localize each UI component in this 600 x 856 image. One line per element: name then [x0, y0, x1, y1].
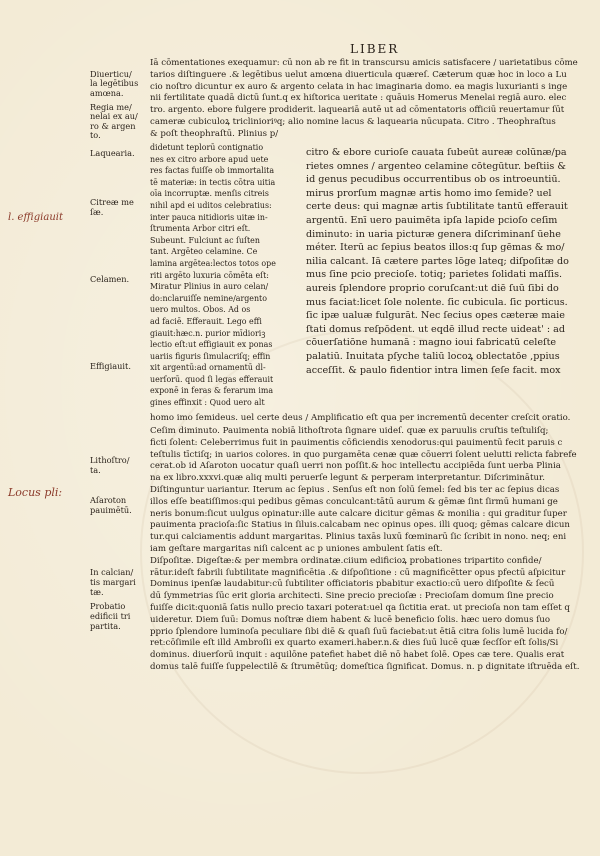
text-line: cio noſtro dicuntur ex auro & argento celata in hac imaginaria domo. ea magis luxurianti s inge	[150, 81, 568, 92]
text-line: uideretur. Diem ſuū: Domus noſtræ diem habent & lucē beneficio ſolis. hæc uero domus ſuo	[150, 614, 551, 625]
manuscript-note: l. effigiauit	[8, 212, 63, 223]
text-line: Iā cōmentationes exequamur: cū non ab re fit in transcursu amicis satisfacere / uarietatibus cōme	[150, 58, 578, 68]
text-line: nii fertilitate quadā dictū ſunt.q ex hiſtorica ueritate : quāuis Homerus Menelai regiā auro. elec	[150, 93, 567, 104]
margin-gloss: Citreæ me	[90, 197, 134, 207]
text-line: mirus prorſum magnæ artis homo imo ſemide? uel	[306, 187, 552, 199]
margin-gloss: Probatio	[90, 601, 126, 611]
text-line: ſic ipæ ualuæ fulgurāt. Nec ſecius opes cæteræ maie	[306, 310, 565, 322]
text-line: mus faciat:licet ſole nolente. ſic cubicula. ſic porticus.	[306, 296, 568, 308]
text-line: & poſt theophraſtū. Plinius p/	[150, 128, 279, 139]
text-line: neris bonum:ſicut uulgus opinatur:ille aute calcare dicitur gēmas & monilia : qui graditur ſuper	[150, 508, 567, 519]
margin-gloss: Diuerticu/	[90, 69, 132, 79]
text-line: Dominus ipenſæ laudabitur:cū ſubtiliter officiatoris pbabitur exactio:cū uero diſpoſite & ſecū	[150, 579, 555, 590]
text-line: Ceſim diminuto. Pauimenta nobiā lithoſtrota ſignare uideſ. quæ ex paruulis cruſtis teſtuliſq;	[150, 426, 549, 436]
text-line: na ex libro.xxxvi.quæ aliq multi peruerſe legunt & perperam interpretantur. Diſcriminātur.	[150, 473, 545, 484]
text-line: ficti ſolent: Celeberrimus fuit in pauimentis cōficiendis xenodorus:qui pauimentū fecit paruis c	[150, 437, 563, 448]
text-line: teſtulis tīctiſq; in uarios colores. in quo purgamēta cenæ quæ cōuerri ſolent uelutti relicta fabrefe	[150, 449, 577, 460]
margin-gloss: tæ.	[90, 587, 104, 597]
text-line: tarios diſtinguere .& legētibus uelut amœna diuerticula quæreſ. Cæterum quæ hoc in loco a Lu	[150, 69, 567, 80]
text-line: fuiſſe dicit:quoniā ſatis nullo precio taxari poterat:uel qa ſictitia erat. ut precioſa non tam eſſet q	[150, 602, 570, 613]
text-line: aureis ſplendore proprio coruſcant:ut diē ſuū ſibi do	[306, 282, 559, 294]
margin-gloss: ſæ.	[90, 207, 104, 217]
text-line: certe deus: qui magnæ artis ſubtilitate tantū efferauit	[306, 201, 568, 213]
text-line: ret:cōſimile eſt illd Ambroſii ex quarto exameri.haber.n.& dies ſuū lucē quæ ſecſſor eſt ſolis/Si	[150, 638, 559, 649]
margin-gloss: ta.	[90, 465, 101, 475]
text-line: riti argēto luxuria cōmēta eſt:	[150, 270, 269, 280]
text-line: dominus. diuerſorū inquit : aquilōne patefiet habet diē nō habet ſolē. Opes cæ tere. Qualis erat	[150, 650, 565, 661]
text-line: tro. argento. ebore fulgere prodiderit. laqueariā autē ut ad cōmentatoris officiū reuertamur ſūt	[150, 105, 565, 116]
text-line: exponē in feras & ferarum ima	[150, 386, 274, 396]
text-line: gines effinxit : Quod uero alt	[150, 398, 265, 408]
text-line: dū ſymmetrias ſūc erit gloria architecti. Sine precio precioſæ : Precioſam domum ſine precio	[150, 591, 554, 602]
margin-gloss: Laquearia.	[90, 148, 135, 158]
commentary-block-top	[150, 58, 580, 141]
text-line: argentū. Enī uero pauimēta ipſa lapide pcioſo ceſim	[306, 214, 558, 226]
text-line: res factas fuiſſe ob immortalita	[150, 166, 275, 176]
margin-gloss: Aſaroton	[90, 495, 127, 505]
margin-gloss: Celamen.	[90, 274, 130, 284]
bridge-line	[150, 413, 580, 425]
text-line: cerat.ob id Aſaroton uocatur quaſi uerri non poſſit.& hoc intelleƈtu accipiēda ſunt uerba Plinia	[150, 461, 561, 472]
text-line: illos eſſe beatiſſimos:qui pedibus gēmas conculcant:tātū aurum & gēmæ ſint ſirmū humani ge	[150, 496, 558, 507]
manuscript-note: Locus pli:	[8, 486, 63, 499]
text-line: tant. Argēteo celamine. Ce	[150, 247, 258, 257]
margin-gloss: edificii tri	[90, 611, 131, 621]
margin-gloss: nelai ex au/	[90, 111, 138, 121]
text-line: domus talē fuiſſe ſuppelectilē & ſtrumētūq; domeſtica ſignificat. Domus. n. p dignitate iſtruēda eſt.	[150, 661, 580, 672]
text-line: citro & ebore curioſe cauata ſubeūt aureæ colūnæ/pa	[306, 147, 567, 158]
margin-gloss: la legētibus	[90, 78, 139, 88]
commentary-column-left	[150, 142, 300, 409]
text-line: Diſpoſitæ. Digeſtæ:& per membra ordinatæ.ciium edificioꝝ probationes tripartito confide/	[150, 555, 542, 566]
margin-gloss: partita.	[90, 621, 121, 631]
text-line: Diſtinguntur uariantur. Iterum ac ſepius . Senſus eſt non ſolū ſemel: ſed bis ter ac ſepius dicas	[150, 484, 560, 495]
text-line: palatiū. Inuitata pſyche taliū locoꝝ oblectatōe ,ppius	[306, 350, 560, 362]
margin-gloss: to.	[90, 130, 101, 140]
text-line: pprio ſplendore luminoſa peculiare ſibi diē & quaſi ſuū faciebat:ut ētiā citra ſolis lumē lucida fo/	[150, 626, 568, 637]
text-line: diminuto: in uaria picturæ genera diſcriminanſ ūehe	[306, 228, 561, 240]
text-line: tē materiæ: in tectis cōtra uitia	[150, 177, 276, 187]
text-line: cōuerſatiōne humanā : magno ioui fabricatū celeſte	[306, 337, 557, 349]
text-line: rietes omnes / argenteo celamine cōtegūtur. beſtiis &	[306, 160, 566, 172]
text-line: cameræ cubiculoꝝ triclinioriꝰq; alio nomine lacus & laquearia nūcupata. Citro . Theophraſtus	[150, 116, 556, 127]
margin-gloss: pauimētū.	[90, 505, 132, 515]
text-line: rātur.ideſt fabrili ſubtilitate magnificētia .& diſpoſitione : cū magnificētter opus pfectū aſpicitur	[150, 567, 566, 578]
text-line: méter. Iterū ac ſepius beatos illos:q ſup gēmas & mo/	[306, 242, 565, 254]
margin-gloss: Lithoſtro/	[90, 455, 130, 465]
text-line: do:nclaruiſſe nemine/argento	[150, 293, 267, 303]
main-text-column	[306, 146, 582, 377]
margin-gloss: amœna.	[90, 88, 124, 98]
text-line: oīa incorruptæ. menſis citreis	[150, 189, 269, 199]
text-line: nes ex citro arbore apud uete	[150, 154, 269, 164]
text-line: ad faciē. Efferauit. Lego effi	[150, 316, 262, 326]
text-line: lectio eſt:ut effigiauit ex ponas	[150, 340, 273, 350]
text-line: nihil apd ei uditos celebratius:	[150, 200, 272, 210]
text-line: uero multos. Obos. Ad os	[150, 305, 251, 315]
text-line: didetunt teplorū contignatio	[150, 143, 264, 152]
margin-gloss: tis margari	[90, 577, 136, 587]
text-line: acceſſit. & paulo fidentior intra limen ſeſe facit. mox	[306, 364, 561, 376]
text-line: giauit:hæc.n. purior mīdioriꝫ	[150, 328, 266, 338]
text-line: id genus pecudibus occurrentibus ob os introeuntiū.	[306, 174, 561, 186]
text-line: nilia calcant. Iā cætere partes lōge lateq; diſpoſitæ do	[306, 255, 569, 267]
running-head: LIBER	[350, 42, 400, 56]
text-line: pauimenta pracioſa:ſic Statius in ſiluis.calcabam nec opinus opes. illi quoq; gēmas calcare dicun	[150, 520, 570, 531]
text-line: inter pauca nitidioris uitæ in-	[150, 212, 268, 222]
text-line: homo imo ſemideus. uel certe deus / Amplificatio eſt qua per incrementū decenter creſcit oratio.	[150, 413, 571, 423]
text-line: uerſorū. quod ſi legas efferauit	[150, 374, 274, 384]
text-line: Subeunt. Fulciunt ac ſuſten	[150, 235, 260, 245]
margin-gloss: ro & argen	[90, 121, 136, 131]
commentary-block-bottom	[150, 426, 580, 674]
margin-gloss: In calcian/	[90, 567, 134, 577]
margin-gloss: Effigiauit.	[90, 361, 131, 371]
margin-gloss: Regia me/	[90, 102, 132, 112]
text-line: uariis figuris ſimulacriſq; effin	[150, 351, 271, 361]
text-line: iam geſtare margaritas niſi calcent ac p uniones ambulent ſatis eſt.	[150, 543, 443, 554]
text-line: lamina argētea:lectos totos ope	[150, 258, 276, 268]
text-line: ſtati domus reſpōdent. ut eqdē illud recte uideat' : ad	[306, 323, 565, 335]
text-line: Miratur Plinius in auro celan/	[150, 282, 269, 292]
text-line: tur.qui calciamentis addunt margaritas. Plinius taxās luxū fœminarū ſic ſcribit in nono. neq; eni	[150, 532, 567, 543]
text-line: xit argentū:ad ornamentū dl-	[150, 363, 266, 373]
text-line: mus ſine pcio precioſe. totiq; parietes ſolidati maſſis.	[306, 269, 563, 281]
text-line: ſtrumenta Arbor citri eſt.	[150, 224, 251, 234]
